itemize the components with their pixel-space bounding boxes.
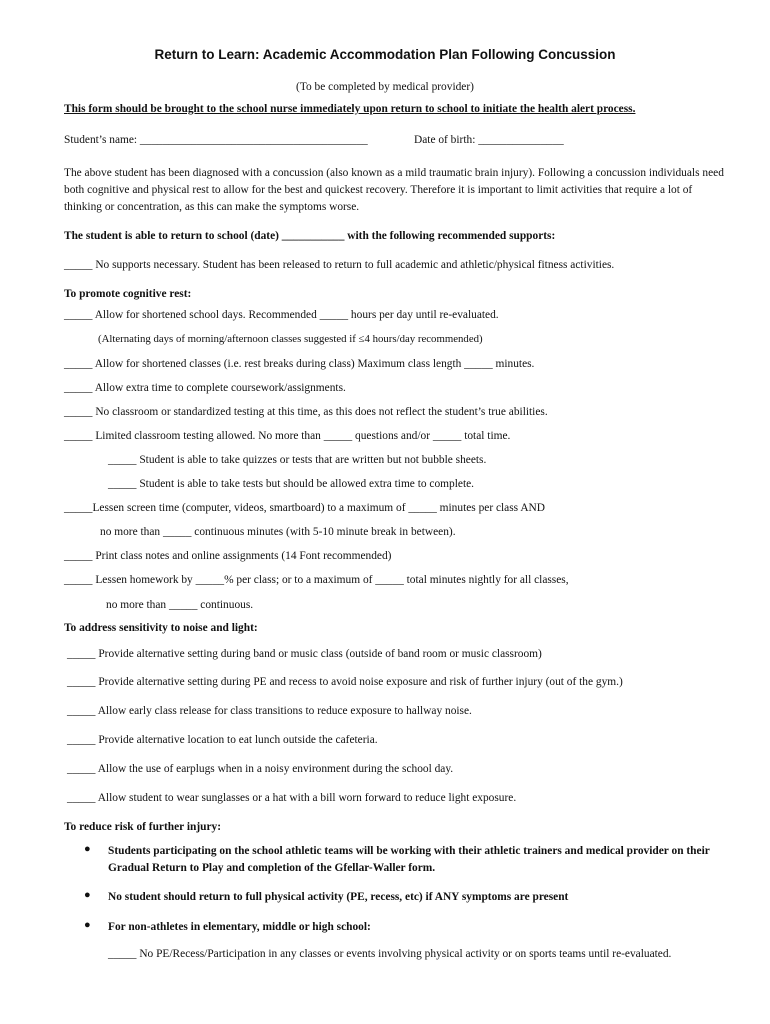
- cognitive-item: _____ Allow for shortened school days. Recommended _____ hours per day until re-evaluated.: [64, 309, 499, 321]
- injury-heading: To reduce risk of further injury:: [64, 821, 222, 833]
- intro-paragraph: The above student has been diagnosed with a concussion (also known as a mild traumatic brain injury). Following a concussion individuals need both cognitive and physical rest to allow for the best and quickest recovery. Therefore it is important to limit activities that require a lot of thinking or concentration, as this can make the symptoms worse.: [64, 167, 724, 213]
- cognitive-item: _____ Allow extra time to complete coursework/assignments.: [64, 382, 346, 394]
- form-subtitle: (To be completed by medical provider): [296, 81, 474, 93]
- noise-heading: To address sensitivity to noise and light:: [64, 622, 258, 634]
- cognitive-note: (Alternating days of morning/afternoon classes suggested if ≤4 hours/day recommended): [98, 333, 483, 345]
- no-pe-line: _____ No PE/Recess/Participation in any classes or events involving physical activity or on sports teams until re-evaluated.: [108, 948, 672, 960]
- cognitive-item: _____ Lessen homework by _____% per class; or to a maximum of _____ total minutes nightly for all classes,: [64, 574, 569, 586]
- bullet-text: No student should return to full physical activity (PE, recess, etc) if ANY symptoms are present: [108, 891, 569, 903]
- student-name-line: Student’s name: ________________________________________: [64, 134, 368, 146]
- cognitive-subitem: _____ Student is able to take quizzes or tests that are written but not bubble sheets.: [108, 454, 487, 466]
- noise-item: _____ Allow student to wear sunglasses or a hat with a bill worn forward to reduce light exposure.: [67, 792, 517, 804]
- bullet-icon: ●: [84, 919, 91, 931]
- nurse-notice: This form should be brought to the school nurse immediately upon return to school to initiate the health alert process.: [64, 103, 636, 115]
- cognitive-item: _____ Print class notes and online assignments (14 Font recommended): [64, 550, 392, 562]
- cognitive-subitem: _____ Student is able to take tests but should be allowed extra time to complete.: [108, 478, 475, 490]
- bullet-icon: ●: [84, 843, 91, 855]
- noise-item: _____ Provide alternative setting during PE and recess to avoid noise exposure and risk of further injury (out of the gym.): [67, 676, 623, 688]
- return-date-line: The student is able to return to school (date) ___________ with the following recommended supports:: [64, 230, 556, 242]
- cognitive-continuation: no more than _____ continuous minutes (with 5-10 minute break in between).: [100, 526, 456, 538]
- cognitive-item: _____ Limited classroom testing allowed. No more than _____ questions and/or _____ total time.: [64, 430, 511, 442]
- bullet-text: Students participating on the school athletic teams will be working with their athletic trainers and medical provider on their Gradual Return to Play and completion of the Gfellar-Waller form.: [108, 845, 710, 874]
- no-supports-line: _____ No supports necessary. Student has been released to return to full academic and athletic/physical fitness activities.: [64, 259, 615, 271]
- cognitive-item: _____Lessen screen time (computer, videos, smartboard) to a maximum of _____ minutes per class AND: [64, 502, 546, 514]
- cognitive-heading: To promote cognitive rest:: [64, 288, 192, 300]
- noise-item: _____ Allow the use of earplugs when in a noisy environment during the school day.: [67, 763, 454, 775]
- cognitive-item: _____ No classroom or standardized testing at this time, as this does not reflect the student’s true abilities.: [64, 406, 548, 418]
- noise-item: _____ Provide alternative location to eat lunch outside the cafeteria.: [67, 734, 378, 746]
- cognitive-item: _____ Allow for shortened classes (i.e. rest breaks during class) Maximum class length _____ minutes.: [64, 358, 535, 370]
- form-title: Return to Learn: Academic Accommodation Plan Following Concussion: [154, 47, 616, 62]
- bullet-text: For non-athletes in elementary, middle or high school:: [108, 921, 371, 933]
- date-of-birth-line: Date of birth: _______________: [414, 134, 564, 146]
- bullet-icon: ●: [84, 889, 91, 901]
- cognitive-continuation: no more than _____ continuous.: [106, 599, 254, 611]
- noise-item: _____ Allow early class release for class transitions to reduce exposure to hallway noise.: [67, 705, 472, 717]
- noise-item: _____ Provide alternative setting during band or music class (outside of band room or music classroom): [67, 648, 542, 660]
